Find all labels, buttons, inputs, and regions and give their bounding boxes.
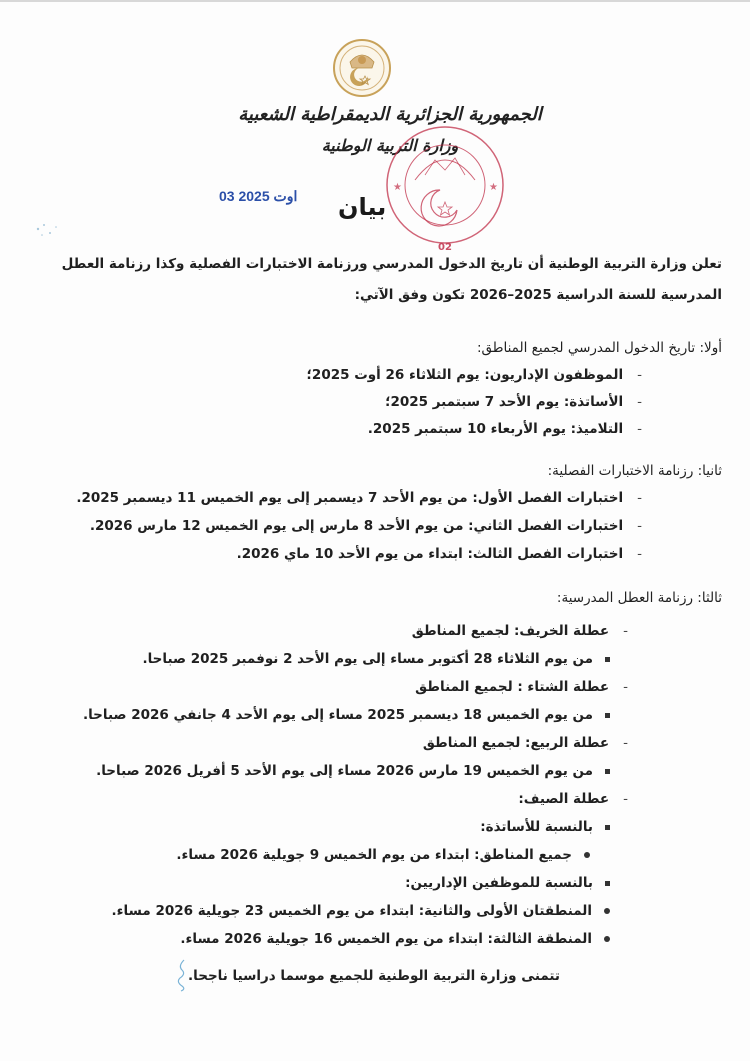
vacation-detail: من يوم الثلاثاء 28 أكتوبر مساء إلى يوم الأحد 2 نوفمبر 2025 صباحا. (142, 651, 610, 667)
dash-bullet: - (637, 367, 642, 383)
dash-bullet: - (637, 421, 642, 437)
section3-heading: ثالثا: رزنامة العطل المدرسية: (556, 590, 722, 606)
dot-bullet (604, 908, 610, 914)
page-title: بيان (338, 193, 387, 221)
dash-bullet: - (637, 546, 642, 562)
vacation-detail: من يوم الخميس 18 ديسمبر 2025 مساء إلى يوم الأحد 4 جانفي 2026 صباحا. (83, 707, 610, 723)
square-bullet (605, 881, 610, 886)
list-item: -التلاميذ: يوم الأربعاء 10 سبتمبر 2025. (367, 421, 642, 437)
list-item: -اختبارات الفصل الثالث: ابتداء من يوم الأحد 10 ماي 2026. (236, 546, 642, 562)
vacation-detail: من يوم الخميس 19 مارس 2026 مساء إلى يوم الأحد 5 أفريل 2026 صباحا. (96, 763, 610, 779)
closing-statement: تتمنى وزارة التربية الوطنية للجميع موسما دراسيا ناجحا. (188, 968, 560, 984)
vacation-spring: -عطلة الربيع: لجميع المناطق (422, 735, 628, 751)
scan-edge (0, 0, 750, 2)
square-bullet (605, 769, 610, 774)
dot-bullet (584, 852, 590, 858)
svg-text:★: ★ (489, 182, 498, 193)
date-stamp: 03 اوت 2025 (219, 188, 298, 204)
dash-bullet: - (623, 679, 628, 695)
ink-speck-icon (30, 215, 70, 245)
summer-teachers: بالنسبة للأساتذة: (480, 819, 610, 835)
list-item: -الموظفون الإداريون: يوم الثلاثاء 26 أوت 2025؛ (306, 367, 642, 383)
summer-admin: بالنسبة للموظفين الإداريين: (405, 875, 610, 891)
list-item: -اختبارات الفصل الأول: من يوم الأحد 7 ديسمبر إلى يوم الخميس 11 ديسمبر 2025. (76, 490, 642, 506)
dash-bullet: - (637, 490, 642, 506)
signature-icon (172, 958, 194, 992)
dot-bullet (604, 936, 610, 942)
vacation-winter: -عطلة الشتاء : لجميع المناطق (415, 679, 628, 695)
vacation-autumn: -عطلة الخريف: لجميع المناطق (411, 623, 628, 639)
national-emblem-icon (332, 38, 392, 98)
dash-bullet: - (623, 791, 628, 807)
list-item: -اختبارات الفصل الثاني: من يوم الأحد 8 مارس إلى يوم الخميس 12 مارس 2026. (89, 518, 642, 534)
square-bullet (605, 713, 610, 718)
vacation-summer: -عطلة الصيف: (518, 791, 628, 807)
dash-bullet: - (637, 518, 642, 534)
svg-text:★: ★ (393, 182, 402, 193)
official-seal-icon (385, 120, 505, 255)
dash-bullet: - (637, 394, 642, 410)
square-bullet (605, 825, 610, 830)
section1-heading: أولا: تاريخ الدخول المدرسي لجميع المناطق: (476, 340, 722, 356)
section2-heading: ثانيا: رزنامة الاختبارات الفصلية: (547, 463, 722, 479)
summer-teachers-detail: جميع المناطق: ابتداء من يوم الخميس 9 جويلية 2026 مساء. (176, 847, 590, 863)
dash-bullet: - (623, 735, 628, 751)
square-bullet (605, 657, 610, 662)
summer-admin-zones12: المنطقتان الأولى والثانية: ابتداء من يوم الخميس 23 جويلية 2026 مساء. (112, 903, 610, 919)
list-item: -الأساتذة: يوم الأحد 7 سبتمبر 2025؛ (385, 394, 642, 410)
dash-bullet: - (623, 623, 628, 639)
seal-number: 02 (438, 242, 452, 253)
ministry-name: وزارة التربية الوطنية (321, 136, 459, 155)
summer-admin-zone3: المنطقة الثالثة: ابتداء من يوم الخميس 16 جويلية 2026 مساء. (180, 931, 610, 947)
republic-name: الجمهورية الجزائرية الديمقراطية الشعبية (238, 104, 542, 125)
intro-line-1: تعلن وزارة التربية الوطنية أن تاريخ الدخول المدرسي ورزنامة الاختبارات الفصلية وكذا رزنامة العطل (61, 256, 722, 272)
intro-line-2: المدرسية للسنة الدراسية 2025–2026 تكون وفق الآتي: (354, 287, 722, 303)
